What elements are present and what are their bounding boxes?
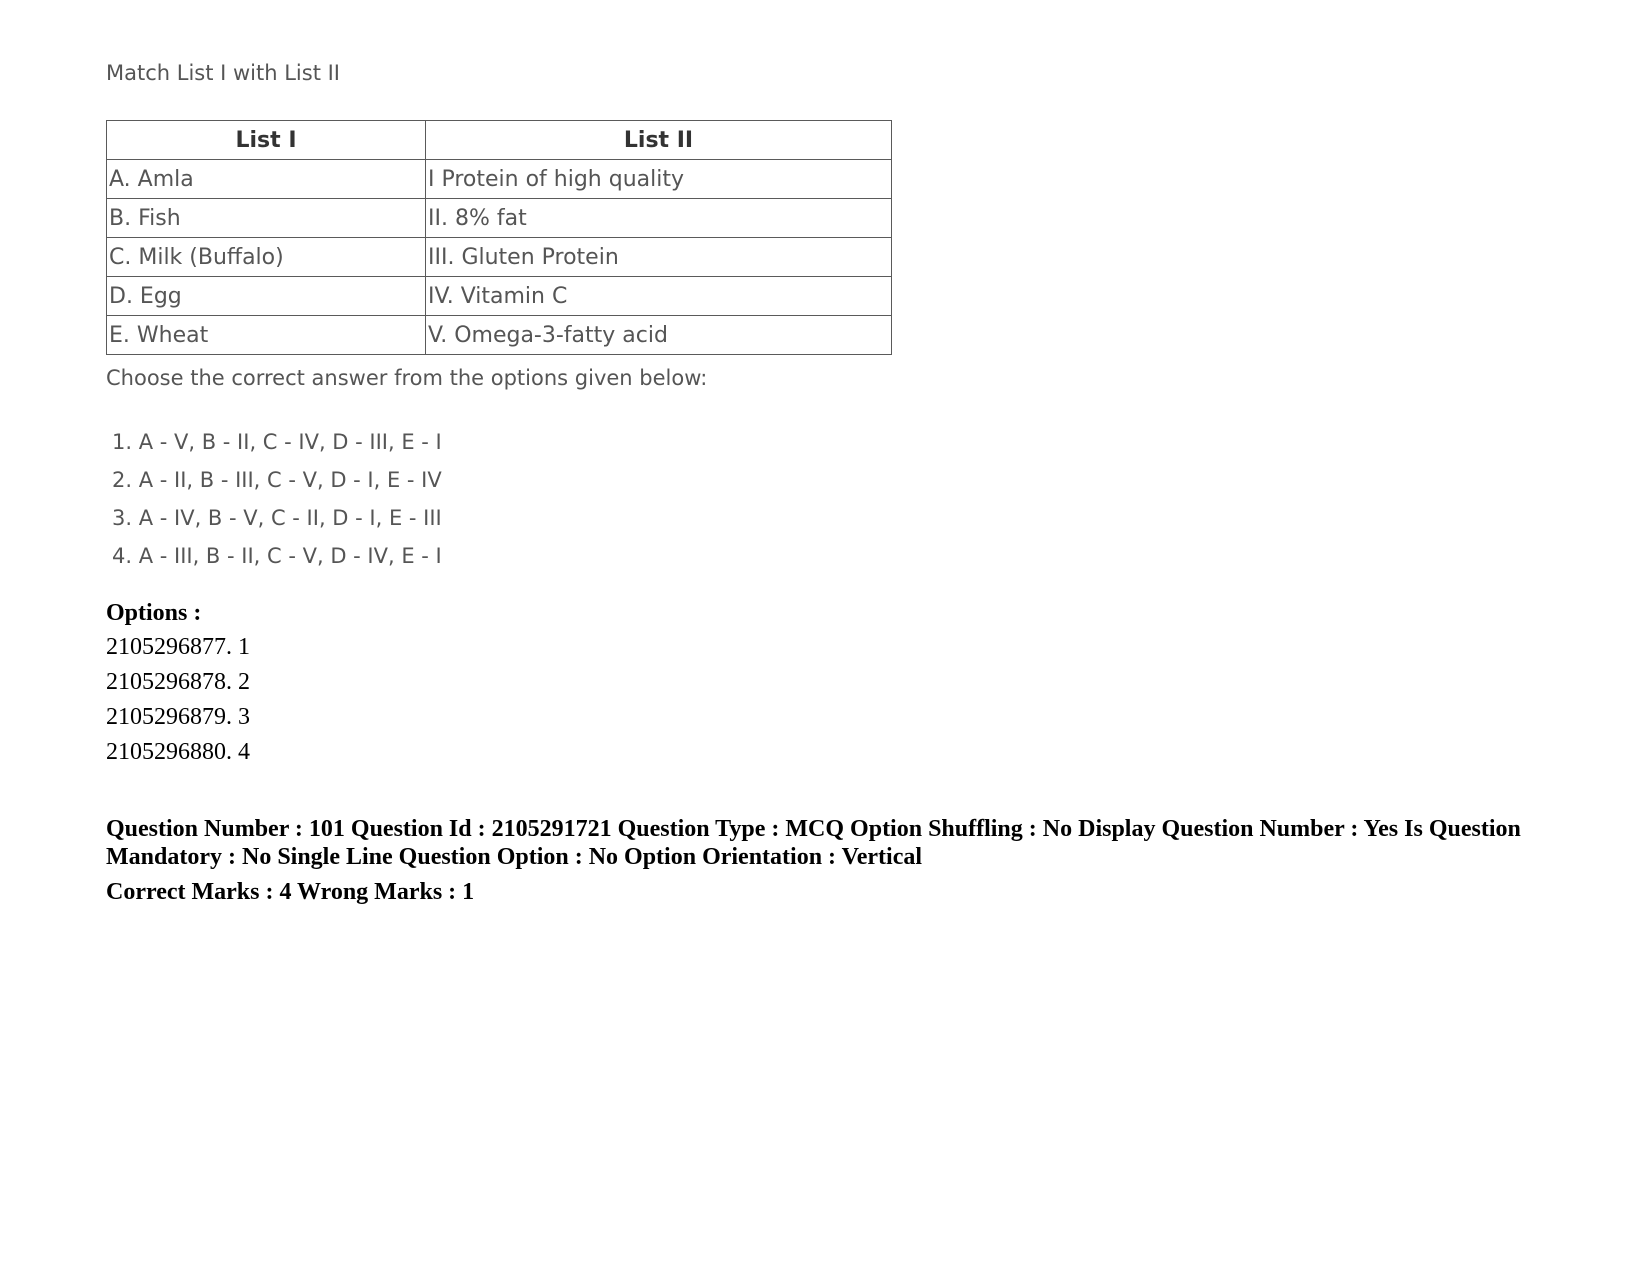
list-2-cell: V. Omega-3-fatty acid xyxy=(426,316,892,355)
answer-choice-2: 2. A - II, B - III, C - V, D - I, E - IV xyxy=(112,468,442,492)
table-row xyxy=(107,277,892,316)
next-question-marks: Correct Marks : 4 Wrong Marks : 1 xyxy=(106,879,475,905)
list-2-header: List II xyxy=(426,121,892,160)
list-2-cell: I Protein of high quality xyxy=(426,160,892,199)
option-id-3: 2105296879. 3 xyxy=(106,704,250,730)
answer-choices xyxy=(106,423,966,575)
table-row xyxy=(107,316,892,355)
table-header-row xyxy=(107,121,892,160)
list-1-cell: E. Wheat xyxy=(107,316,426,355)
question-meta xyxy=(106,596,1546,906)
option-id-1: 2105296877. 1 xyxy=(106,634,250,660)
list-1-cell: A. Amla xyxy=(107,160,426,199)
option-id-2: 2105296878. 2 xyxy=(106,669,250,695)
table-row xyxy=(107,238,892,277)
table-row xyxy=(107,160,892,199)
list-2-cell: III. Gluten Protein xyxy=(426,238,892,277)
answer-choice-4: 4. A - III, B - II, C - V, D - IV, E - I xyxy=(112,544,442,568)
table-row xyxy=(107,199,892,238)
answer-choice-1: 1. A - V, B - II, C - IV, D - III, E - I xyxy=(112,430,442,454)
question-image xyxy=(106,58,966,575)
next-question-info: Question Number : 101 Question Id : 2105291721 Question Type : MCQ Option Shuffling : No Display Question Number : Yes Is Question Mandatory : No Single Line Question Option : No Option Orientation : Vertical xyxy=(106,816,1521,870)
list-2-cell: IV. Vitamin C xyxy=(426,277,892,316)
choose-instruction: Choose the correct answer from the options given below: xyxy=(106,366,708,390)
match-table xyxy=(106,120,892,355)
options-title: Options : xyxy=(106,600,202,626)
list-1-cell: C. Milk (Buffalo) xyxy=(107,238,426,277)
list-1-cell: D. Egg xyxy=(107,277,426,316)
question-intro: Match List I with List II xyxy=(106,61,341,85)
list-1-header: List I xyxy=(107,121,426,160)
list-1-cell: B. Fish xyxy=(107,199,426,238)
option-id-4: 2105296880. 4 xyxy=(106,739,250,765)
answer-choice-3: 3. A - IV, B - V, C - II, D - I, E - III xyxy=(112,506,442,530)
list-2-cell: II. 8% fat xyxy=(426,199,892,238)
